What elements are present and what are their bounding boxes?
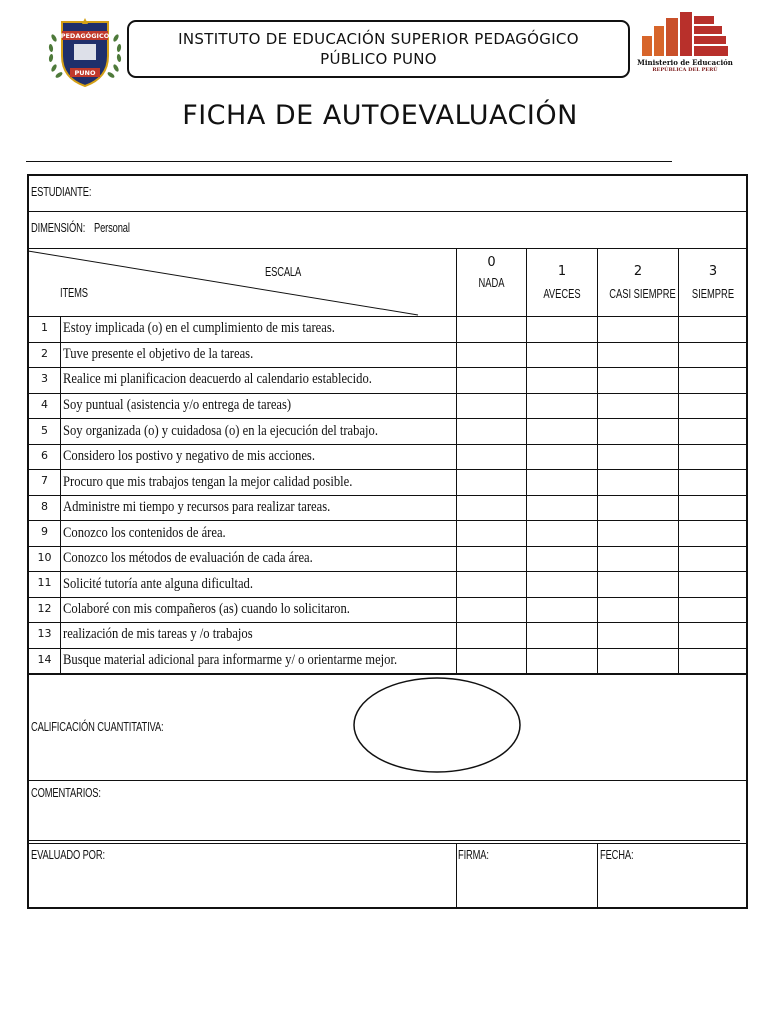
divider-table-end — [28, 673, 747, 675]
item-text: Considero los postivo y negativo de mis acciones. — [63, 448, 315, 464]
scale-label-nada: NADA — [478, 275, 505, 290]
item-number: 8 — [41, 500, 48, 513]
item-text: Soy puntual (asistencia y/o entrega de tareas) — [63, 397, 292, 413]
comments-label: COMENTARIOS: — [31, 785, 101, 800]
divider-student — [28, 211, 747, 212]
row-divider — [28, 622, 747, 623]
scale-value-3: 3 — [708, 264, 718, 279]
item-number: 9 — [41, 525, 48, 538]
row-divider — [28, 342, 747, 343]
row-divider — [28, 367, 747, 368]
page-title: FICHA DE AUTOEVALUACIÓN — [182, 100, 578, 131]
row-divider — [28, 495, 747, 496]
ministry-name: Ministerio de Educación — [637, 58, 733, 67]
item-text: Conozco los métodos de evaluación de cada área. — [63, 550, 313, 566]
evaluated-by-label: EVALUADO POR: — [31, 847, 105, 862]
comment-write-line — [28, 840, 740, 841]
item-text: Tuve presente el objetivo de la tareas. — [63, 346, 254, 362]
institution-name-box — [127, 20, 630, 78]
item-text: Solicité tutoría ante alguna dificultad. — [63, 576, 253, 592]
title-underline — [26, 161, 672, 162]
item-number: 3 — [41, 372, 48, 385]
row-divider — [28, 546, 747, 547]
item-text: Administre mi tiempo y recursos para realizar tareas. — [63, 499, 331, 515]
student-label: ESTUDIANTE: — [31, 184, 92, 199]
item-text: Soy organizada (o) y cuidadosa (o) en la ejecución del trabajo. — [63, 423, 378, 439]
dimension-label: DIMENSIÓN: — [31, 220, 86, 235]
scale-column-divider — [456, 249, 457, 673]
item-number: 13 — [37, 627, 52, 640]
scale-label-siempre: SIEMPRE — [691, 286, 735, 301]
svg-text:PUNO: PUNO — [74, 69, 96, 77]
item-number: 5 — [41, 424, 48, 437]
item-text: Procuro que mis trabajos tengan la mejor calidad posible. — [63, 474, 353, 490]
date-label: FECHA: — [600, 847, 634, 862]
institute-crest-logo — [44, 12, 126, 90]
header-diagonal-line — [28, 249, 456, 317]
item-text: Realice mi planificacion deacuerdo al calendario establecido. — [63, 371, 372, 387]
divider-comments — [28, 843, 747, 844]
institution-name-line2: PÚBLICO PUNO — [320, 50, 437, 68]
institution-name-line1: INSTITUTO DE EDUCACIÓN SUPERIOR PEDAGÓGICO — [178, 30, 579, 48]
signature-column-divider — [456, 844, 457, 908]
date-column-divider — [597, 844, 598, 908]
scale-value-2: 2 — [633, 264, 643, 279]
item-number: 14 — [37, 653, 52, 666]
item-text: Estoy implicada (o) en el cumplimiento de mis tareas. — [63, 320, 335, 336]
signature-label: FIRMA: — [458, 847, 489, 862]
item-number: 7 — [41, 474, 48, 487]
item-number: 1 — [41, 321, 48, 334]
row-divider — [28, 418, 747, 419]
scale-label-aveces: AVECES — [543, 286, 581, 301]
number-column-divider — [60, 317, 61, 673]
row-divider — [28, 597, 747, 598]
scale-value-0: 0 — [487, 255, 496, 270]
row-divider — [28, 444, 747, 445]
scale-column-divider — [526, 249, 527, 673]
svg-text:PEDAGÓGICO: PEDAGÓGICO — [60, 32, 110, 40]
item-number: 11 — [37, 576, 52, 589]
scale-column-divider — [597, 249, 598, 673]
item-text: Busque material adicional para informarme y/ o orientarme mejor. — [63, 652, 398, 668]
item-number: 10 — [37, 551, 52, 564]
ministry-country: REPÚBLICA DEL PERÚ — [652, 67, 718, 73]
row-divider — [28, 469, 747, 470]
item-number: 4 — [41, 398, 48, 411]
scale-label-casi-siempre: CASI SIEMPRE — [609, 286, 676, 301]
scale-column-divider — [678, 249, 679, 673]
dimension-value: Personal — [94, 220, 130, 235]
item-text: realización de mis tareas y /o trabajos — [63, 626, 253, 642]
item-number: 2 — [41, 347, 48, 360]
scale-value-1: 1 — [557, 264, 567, 279]
item-number: 12 — [37, 602, 52, 615]
item-text: Conozco los contenidos de área. — [63, 525, 226, 541]
quantitative-score-field[interactable] — [352, 676, 522, 774]
row-divider — [28, 648, 747, 649]
divider-quant — [28, 780, 747, 781]
items-header: ITEMS — [60, 285, 88, 300]
quantitative-score-label: CALIFICACIÓN CUANTITATIVA: — [31, 719, 164, 734]
item-number: 6 — [41, 449, 48, 462]
scale-header: ESCALA — [265, 264, 302, 279]
row-divider — [28, 520, 747, 521]
item-text: Colaboré con mis compañeros (as) cuando lo solicitaron. — [63, 601, 350, 617]
row-divider — [28, 393, 747, 394]
row-divider — [28, 571, 747, 572]
